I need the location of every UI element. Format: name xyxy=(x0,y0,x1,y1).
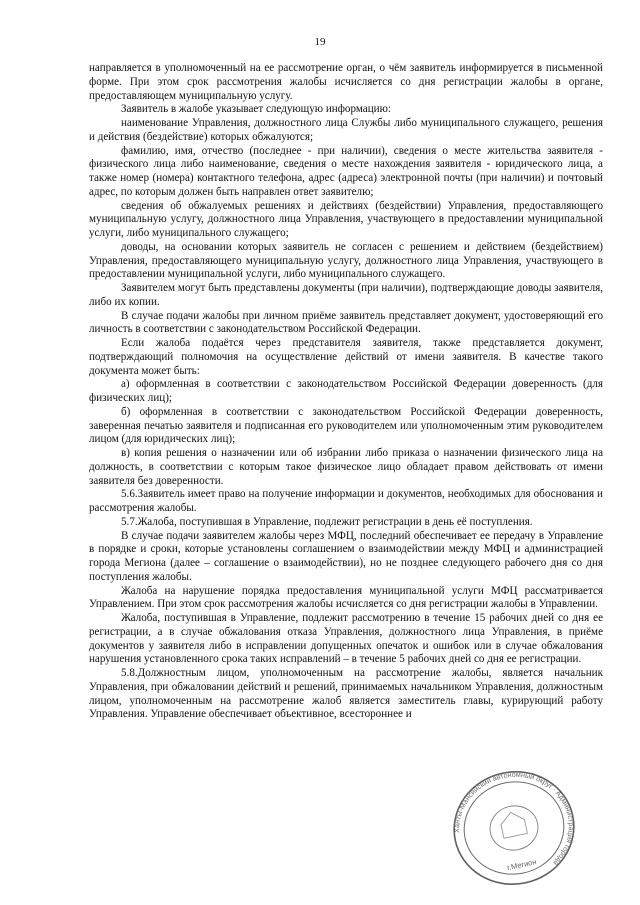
paragraph: а) оформленная в соответствии с законодательством Российской Федерации доверенность (для физических лиц); xyxy=(89,378,603,404)
paragraph: Заявитель в жалобе указывает следующую информацию: xyxy=(121,103,391,116)
document-body xyxy=(89,62,603,722)
page-number: 19 xyxy=(314,36,326,48)
paragraph: б) оформленная в соответствии с законодательством Российской Федерации доверенность, заверенная печатью заявителя и подписанная его руководителем или уполномоченным этим руководителем лицом (для юридических лиц); xyxy=(89,405,603,446)
paragraph: фамилию, имя, отчество (последнее - при наличии), сведения о месте жительства заявителя - физического лица либо наименование, сведения о месте нахождения заявителя - юридического лица, а также номер (номера) контактного телефона, адрес (адреса) электронной почты (при наличии) и почтовый адрес, по которым должен быть направлен ответ заявителю; xyxy=(89,144,603,198)
paragraph: 5.8.Должностным лицом, уполномоченным на рассмотрение жалобы, является начальник Управления, при обжаловании действий и решений, принимаемых начальником Управления, должностным лицом, уполномоченным на рассмотрение жалоб является заместитель главы, курирующий работу Управления. Управление обеспечивает объективное, всестороннее и xyxy=(89,667,603,721)
paragraph: 5.7.Жалоба, поступившая в Управление, подлежит регистрации в день её поступления. xyxy=(121,515,533,528)
official-seal-stamp xyxy=(448,766,580,890)
paragraph: сведения об обжалуемых решениях и действиях (бездействии) Управления, предоставляющего муниципальную услугу, должностного лица Управления, участвующего в предоставлении муниципальной услуги, либо муниципального служащего; xyxy=(89,199,603,239)
paragraph: Заявителем могут быть представлены документы (при наличии), подтверждающие доводы заявителя, либо их копии. xyxy=(89,282,603,308)
svg-text:Ханты-Мансийский автономный ок xyxy=(448,766,580,888)
paragraph: Жалоба на нарушение порядка предоставления муниципальной услуги МФЦ рассматривается Управлением. При этом срок рассмотрения жалобы исчисляется со дня регистрации жалобы в Управлении. xyxy=(89,584,603,611)
paragraph: В случае подачи заявителем жалобы через МФЦ, последний обеспечивает ее передачу в Управление в порядке и сроки, которые установлены соглашением о взаимодействии между МФЦ и администрацией города Мегиона (далее – соглашение о взаимодействии), но не позднее следующего рабочего дня со дня поступления жалобы. xyxy=(89,529,603,583)
paragraph: доводы, на основании которых заявитель не согласен с решением и действием (бездействием) Управления, предоставляющего муниципальную услугу, должностного лица Управления, участвующего в предоставлении муниципальной услуги, либо муниципального служащего. xyxy=(89,240,603,281)
paragraph: Если жалоба подаётся через представителя заявителя, также представляется документ, подтверждающий полномочия на осуществление действий от имени заявителя. В качестве такого документа может быть: xyxy=(89,337,603,377)
paragraph: 5.6.Заявитель имеет право на получение информации и документов, необходимых для обоснования и рассмотрения жалобы. xyxy=(89,488,603,514)
paragraph: наименование Управления, должностного лица Службы либо муниципального служащего, решения и действия (бездействие) которых обжалуются; xyxy=(89,117,603,143)
paragraph: В случае подачи жалобы при личном приёме заявитель представляет документ, удостоверяющий его личность в соответствии с законодательством Российской Федерации. xyxy=(89,309,603,336)
seal-city-text: г.Мегион xyxy=(506,857,538,873)
paragraph: в) копия решения о назначении или об избрании либо приказа о назначении физического лица на должность, в соответствии с которым такое физическое лицо обладает правом действовать от имени заявителя без доверенности. xyxy=(89,447,603,487)
seal-graphic xyxy=(448,766,580,890)
seal-ring-text: Ханты-Мансийский автономный округ · Администрация города xyxy=(452,769,576,868)
paragraph: направляется в уполномоченный на ее рассмотрение орган, о чём заявитель информируется в письменной форме. При этом срок рассмотрения жалобы исчисляется со дня регистрации жалобы в органе, предоставляющем муниципальную услугу. xyxy=(89,62,603,102)
paragraph: Жалоба, поступившая в Управление, подлежит рассмотрению в течение 15 рабочих дней со дня ее регистрации, а в случае обжалования отказа Управления, должностного лица Управления, в приёме документов у заявителя либо в исправлении допущенных опечаток и ошибок или в случае обжалования нарушения установленного срока таких исправлений – в течение 5 рабочих дней со дня ее регистрации. xyxy=(89,612,603,666)
